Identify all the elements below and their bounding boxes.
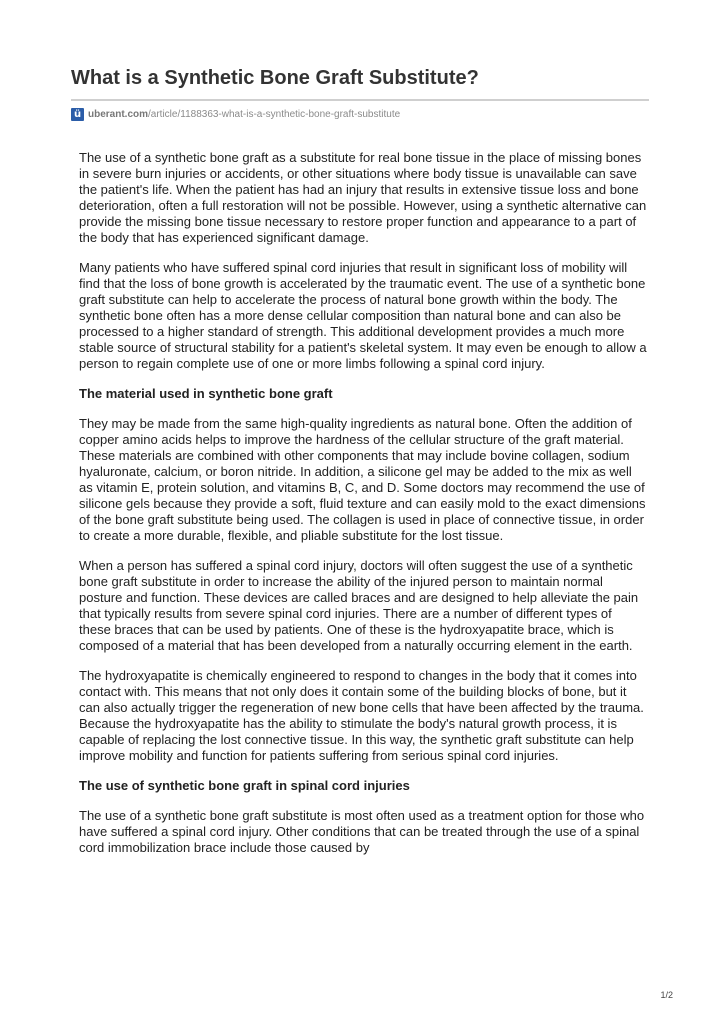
section-heading: The material used in synthetic bone graft <box>79 386 333 401</box>
page-title: What is a Synthetic Bone Graft Substitute? <box>71 67 479 89</box>
paragraph: The hydroxyapatite is chemically engineered to respond to changes in the body that it comes into contact with. This means that not only does it contain some of the building blocks of bone, but it can also actually trigger the regeneration of new bone cells that have been affected by the trauma. Because the hydroxyapatite has the ability to stimulate the body's natural growth process, it is capable of replacing the lost connective tissue. In this way, the synthetic graft substitute can help improve mobility and function for patients suffering from serious spinal cord injuries. <box>79 668 644 763</box>
article-body <box>79 150 647 870</box>
title-divider <box>71 99 649 101</box>
source-url-link[interactable] <box>88 109 400 120</box>
source-line <box>71 107 400 121</box>
paragraph: When a person has suffered a spinal cord injury, doctors will often suggest the use of a synthetic bone graft substitute in order to increase the ability of the injured person to maintain normal posture and function. These devices are called braces and are designed to help alleviate the pain that typically results from severe spinal cord injuries. There are a number of different types of these braces that can be used by patients. One of these is the hydroxyapatite brace, which is composed of a material that has been developed from a naturally occurring element in the earth. <box>79 558 639 653</box>
source-domain: uberant.com <box>88 108 149 120</box>
site-favicon-icon: ü <box>71 108 84 121</box>
source-path: /article/1188363-what-is-a-synthetic-bone-graft-substitute <box>148 108 401 120</box>
paragraph: They may be made from the same high-quality ingredients as natural bone. Often the addition of copper amino acids helps to improve the hardness of the cellular structure of the graft material. These materials are combined with other components that may include bovine collagen, sodium hyaluronate, calcium, or boron nitride. In addition, a silicone gel may be added to the mix as well as vitamin E, protein solution, and vitamins B, C, and D. Some doctors may recommend the use of silicone gels because they provide a soft, fluid texture and can easily mold to the exact dimensions of the bone graft substitute being used. The collagen is used in place of connective tissue, in order to create a more durable, flexible, and pliable substitute for the lost tissue. <box>79 416 646 543</box>
paragraph: The use of a synthetic bone graft as a substitute for real bone tissue in the place of missing bones in severe burn injuries or accidents, or other situations where body tissue is unavailable can save the patient's life. When the patient has had an injury that results in extensive tissue loss and bone deterioration, often a full restoration will not be possible. However, using a synthetic alternative can provide the missing bone tissue necessary to restore proper function and appearance to a part of the body that has experienced significant damage. <box>79 150 647 245</box>
paragraph: The use of a synthetic bone graft substitute is most often used as a treatment option for those who have suffered a spinal cord injury. Other conditions that can be treated through the use of a spinal cord immobilization brace include those caused by <box>79 808 645 855</box>
page-number: 1/2 <box>660 990 673 1000</box>
paragraph: Many patients who have suffered spinal cord injuries that result in significant loss of mobility will find that the loss of bone growth is accelerated by the traumatic event. The use of a synthetic bone graft substitute can help to accelerate the process of natural bone growth within the body. The synthetic bone often has a more dense cellular composition than natural bone and can also be processed to a higher standard of strength. This additional development provides a much more stable source of structural stability for a patient's skeletal system. It may even be enough to allow a person to regain complete use of one or more limbs following a spinal cord injury. <box>79 260 647 371</box>
section-heading: The use of synthetic bone graft in spinal cord injuries <box>79 778 410 793</box>
